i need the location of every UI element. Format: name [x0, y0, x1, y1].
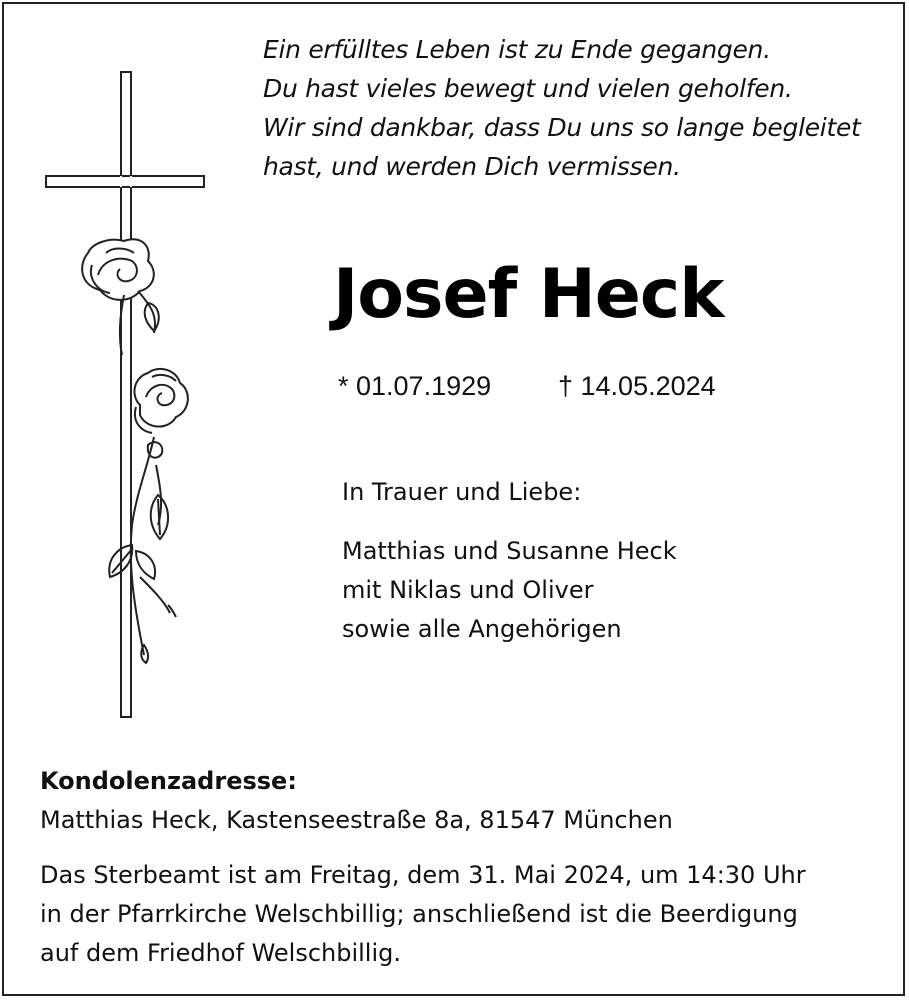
motto-line: Ein erfülltes Leben ist zu Ende gegangen.	[263, 35, 771, 64]
condolence-label: Kondolenzadresse:	[40, 767, 297, 795]
motto-line: Du hast vieles bewegt und vielen geholfen.	[263, 74, 793, 103]
funeral-line: Das Sterbeamt ist am Freitag, dem 31. Mai 2024, um 14:30 Uhr	[40, 861, 806, 889]
cross-with-roses-illustration	[40, 65, 220, 725]
funeral-line: in der Pfarrkirche Welschbillig; anschließend ist die Beerdigung	[40, 900, 798, 928]
cross-horizontal-beam	[46, 176, 204, 187]
cross-vertical-beam	[121, 72, 131, 717]
death-date: † 14.05.2024	[558, 371, 716, 401]
mourners-list	[342, 532, 882, 649]
mourner-line: sowie alle Angehörigen	[342, 615, 622, 643]
birth-date: * 01.07.1929	[338, 371, 492, 401]
mourner-line: mit Niklas und Oliver	[342, 576, 594, 604]
motto-line: hast, und werden Dich vermissen.	[263, 152, 681, 181]
condolence-address: Matthias Heck, Kastenseestraße 8a, 81547 München	[40, 806, 673, 834]
rose-upper	[82, 239, 159, 355]
rose-leaves	[109, 495, 176, 663]
mourner-line: Matthias und Susanne Heck	[342, 537, 677, 565]
mourning-heading: In Trauer und Liebe:	[342, 478, 582, 506]
motto-line: Wir sind dankbar, dass Du uns so lange begleitet	[263, 113, 861, 142]
memorial-motto	[263, 30, 893, 186]
funeral-notice	[40, 856, 880, 973]
deceased-name: Josef Heck	[333, 255, 724, 334]
rose-lower	[134, 369, 187, 458]
funeral-line: auf dem Friedhof Welschbillig.	[40, 939, 402, 967]
